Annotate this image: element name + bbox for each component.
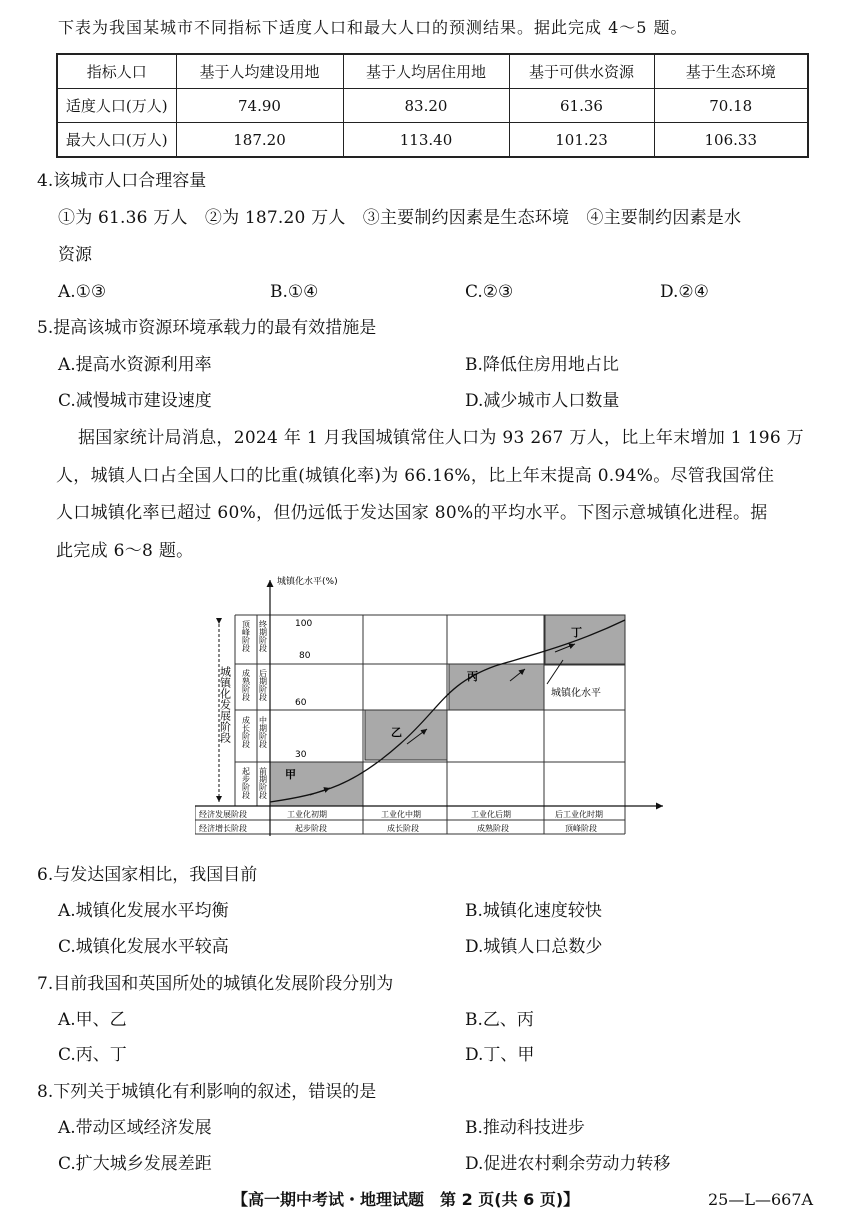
q8-option-b[interactable]: B.推动科技进步: [465, 1118, 585, 1138]
table-header-row: [57, 54, 808, 89]
q6-option-b[interactable]: B.城镇化速度较快: [465, 901, 602, 921]
q6-option-a[interactable]: A.城镇化发展水平均衡: [58, 901, 229, 921]
q8-option-c[interactable]: C.扩大城乡发展差距: [58, 1154, 212, 1174]
q6-stem: 6.与发达国家相比，我国目前: [37, 865, 258, 885]
paper-code: 25—L—667A: [708, 1190, 814, 1209]
passage-line-4: 此完成 6～8 题。: [56, 541, 194, 561]
curve-label: 城镇化水平: [551, 688, 601, 699]
period-label: 后期阶段: [258, 669, 268, 701]
passage-line-1: 据国家统计局消息，2024 年 1 月我国城镇常住人口为 93 267 万人，比上年末增加 1 196 万: [78, 428, 804, 448]
q5-option-b[interactable]: B.降低住房用地占比: [465, 355, 619, 375]
box-label-ding: 丁: [571, 626, 582, 639]
q7-option-a[interactable]: A.甲、乙: [58, 1010, 127, 1030]
stage-label: 顶峰阶段: [241, 620, 251, 652]
q7-option-c[interactable]: C.丙、丁: [58, 1045, 127, 1065]
row1-label: 经济发展阶段: [199, 810, 247, 819]
q5-option-a[interactable]: A.提高水资源利用率: [58, 355, 212, 375]
table-cell: 106.33: [654, 123, 808, 158]
q4-option-a[interactable]: A.①③: [58, 282, 107, 302]
q4-statements-cont: 资源: [58, 245, 92, 265]
box-yi: [365, 710, 447, 760]
table-cell: 70.18: [654, 89, 808, 123]
box-label-jia: 甲: [285, 768, 296, 781]
row1-cell: 工业化中期: [381, 810, 421, 819]
q6-option-c[interactable]: C.城镇化发展水平较高: [58, 937, 229, 957]
tick-label: 100: [295, 619, 313, 629]
table-header: 基于人均建设用地: [176, 54, 343, 89]
table-header: 基于生态环境: [654, 54, 808, 89]
passage-line-3: 人口城镇化率已超过 60%，但仍远低于发达国家 80%的平均水平。下图示意城镇化进程。据: [56, 503, 768, 523]
stage-label: 起步阶段: [241, 767, 251, 799]
intro-text: 下表为我国某城市不同指标下适度人口和最大人口的预测结果。据此完成 4～5 题。: [58, 18, 688, 37]
q4-option-d[interactable]: D.②④: [660, 282, 709, 302]
box-bing: [449, 664, 544, 710]
period-label: 前期阶段: [258, 767, 268, 799]
tick-label: 60: [295, 698, 307, 708]
y-axis-label: 城镇化水平(%): [277, 577, 338, 587]
table-cell: 适度人口(万人): [57, 89, 176, 123]
q4-statements: ①为 61.36 万人 ②为 187.20 万人 ③主要制约因素是生态环境 ④主要制约因素是水: [58, 208, 742, 228]
table-row: [57, 123, 808, 158]
stage-label: 成熟阶段: [241, 669, 251, 701]
row2-cell: 成长阶段: [387, 824, 419, 833]
period-label: 终期阶段: [258, 620, 268, 652]
row1-cell: 后工业化时期: [555, 810, 603, 819]
row2-cell: 顶峰阶段: [565, 824, 597, 833]
row1-cell: 工业化后期: [471, 810, 511, 819]
table-cell: 最大人口(万人): [57, 123, 176, 158]
table-cell: 101.23: [509, 123, 654, 158]
urbanization-diagram: [195, 574, 665, 846]
left-stage-label: 城镇化发展阶段: [218, 666, 232, 743]
q8-option-a[interactable]: A.带动区域经济发展: [58, 1118, 212, 1138]
table-header: 基于可供水资源: [509, 54, 654, 89]
q7-option-d[interactable]: D.丁、甲: [465, 1045, 535, 1065]
q8-option-d[interactable]: D.促进农村剩余劳动力转移: [465, 1154, 671, 1174]
box-label-bing: 丙: [467, 670, 478, 683]
table-header: 基于人均居住用地: [343, 54, 509, 89]
q4-option-c[interactable]: C.②③: [465, 282, 514, 302]
page-footer: 【高一期中考试・地理试题 第 2 页(共 6 页)】: [232, 1190, 580, 1209]
q8-stem: 8.下列关于城镇化有利影响的叙述，错误的是: [37, 1082, 377, 1102]
box-label-yi: 乙: [391, 726, 402, 739]
table-cell: 61.36: [509, 89, 654, 123]
row2-cell: 起步阶段: [295, 824, 327, 833]
q4-stem: 4.该城市人口合理容量: [37, 171, 207, 191]
passage-line-2: 人，城镇人口占全国人口的比重(城镇化率)为 66.16%，比上年末提高 0.94%。尽管我国常住: [56, 466, 775, 486]
q5-option-c[interactable]: C.减慢城市建设速度: [58, 391, 212, 411]
tick-label: 80: [299, 651, 311, 661]
period-label: 中期阶段: [258, 716, 268, 748]
box-ding: [545, 615, 625, 665]
table-cell: 74.90: [176, 89, 343, 123]
q5-option-d[interactable]: D.减少城市人口数量: [465, 391, 620, 411]
stage-label: 成长阶段: [241, 716, 251, 748]
q7-stem: 7.目前我国和英国所处的城镇化发展阶段分别为: [37, 974, 394, 994]
table-cell: 83.20: [343, 89, 509, 123]
q5-stem: 5.提高该城市资源环境承载力的最有效措施是: [37, 318, 377, 338]
population-table: [56, 53, 809, 158]
q7-option-b[interactable]: B.乙、丙: [465, 1010, 534, 1030]
table-cell: 113.40: [343, 123, 509, 158]
q4-option-b[interactable]: B.①④: [270, 282, 319, 302]
tick-label: 30: [295, 750, 307, 760]
table-cell: 187.20: [176, 123, 343, 158]
row1-cell: 工业化初期: [287, 810, 327, 819]
q6-option-d[interactable]: D.城镇人口总数少: [465, 937, 603, 957]
row2-label: 经济增长阶段: [199, 824, 247, 833]
table-header: 指标人口: [57, 54, 176, 89]
table-row: [57, 89, 808, 123]
row2-cell: 成熟阶段: [477, 824, 509, 833]
